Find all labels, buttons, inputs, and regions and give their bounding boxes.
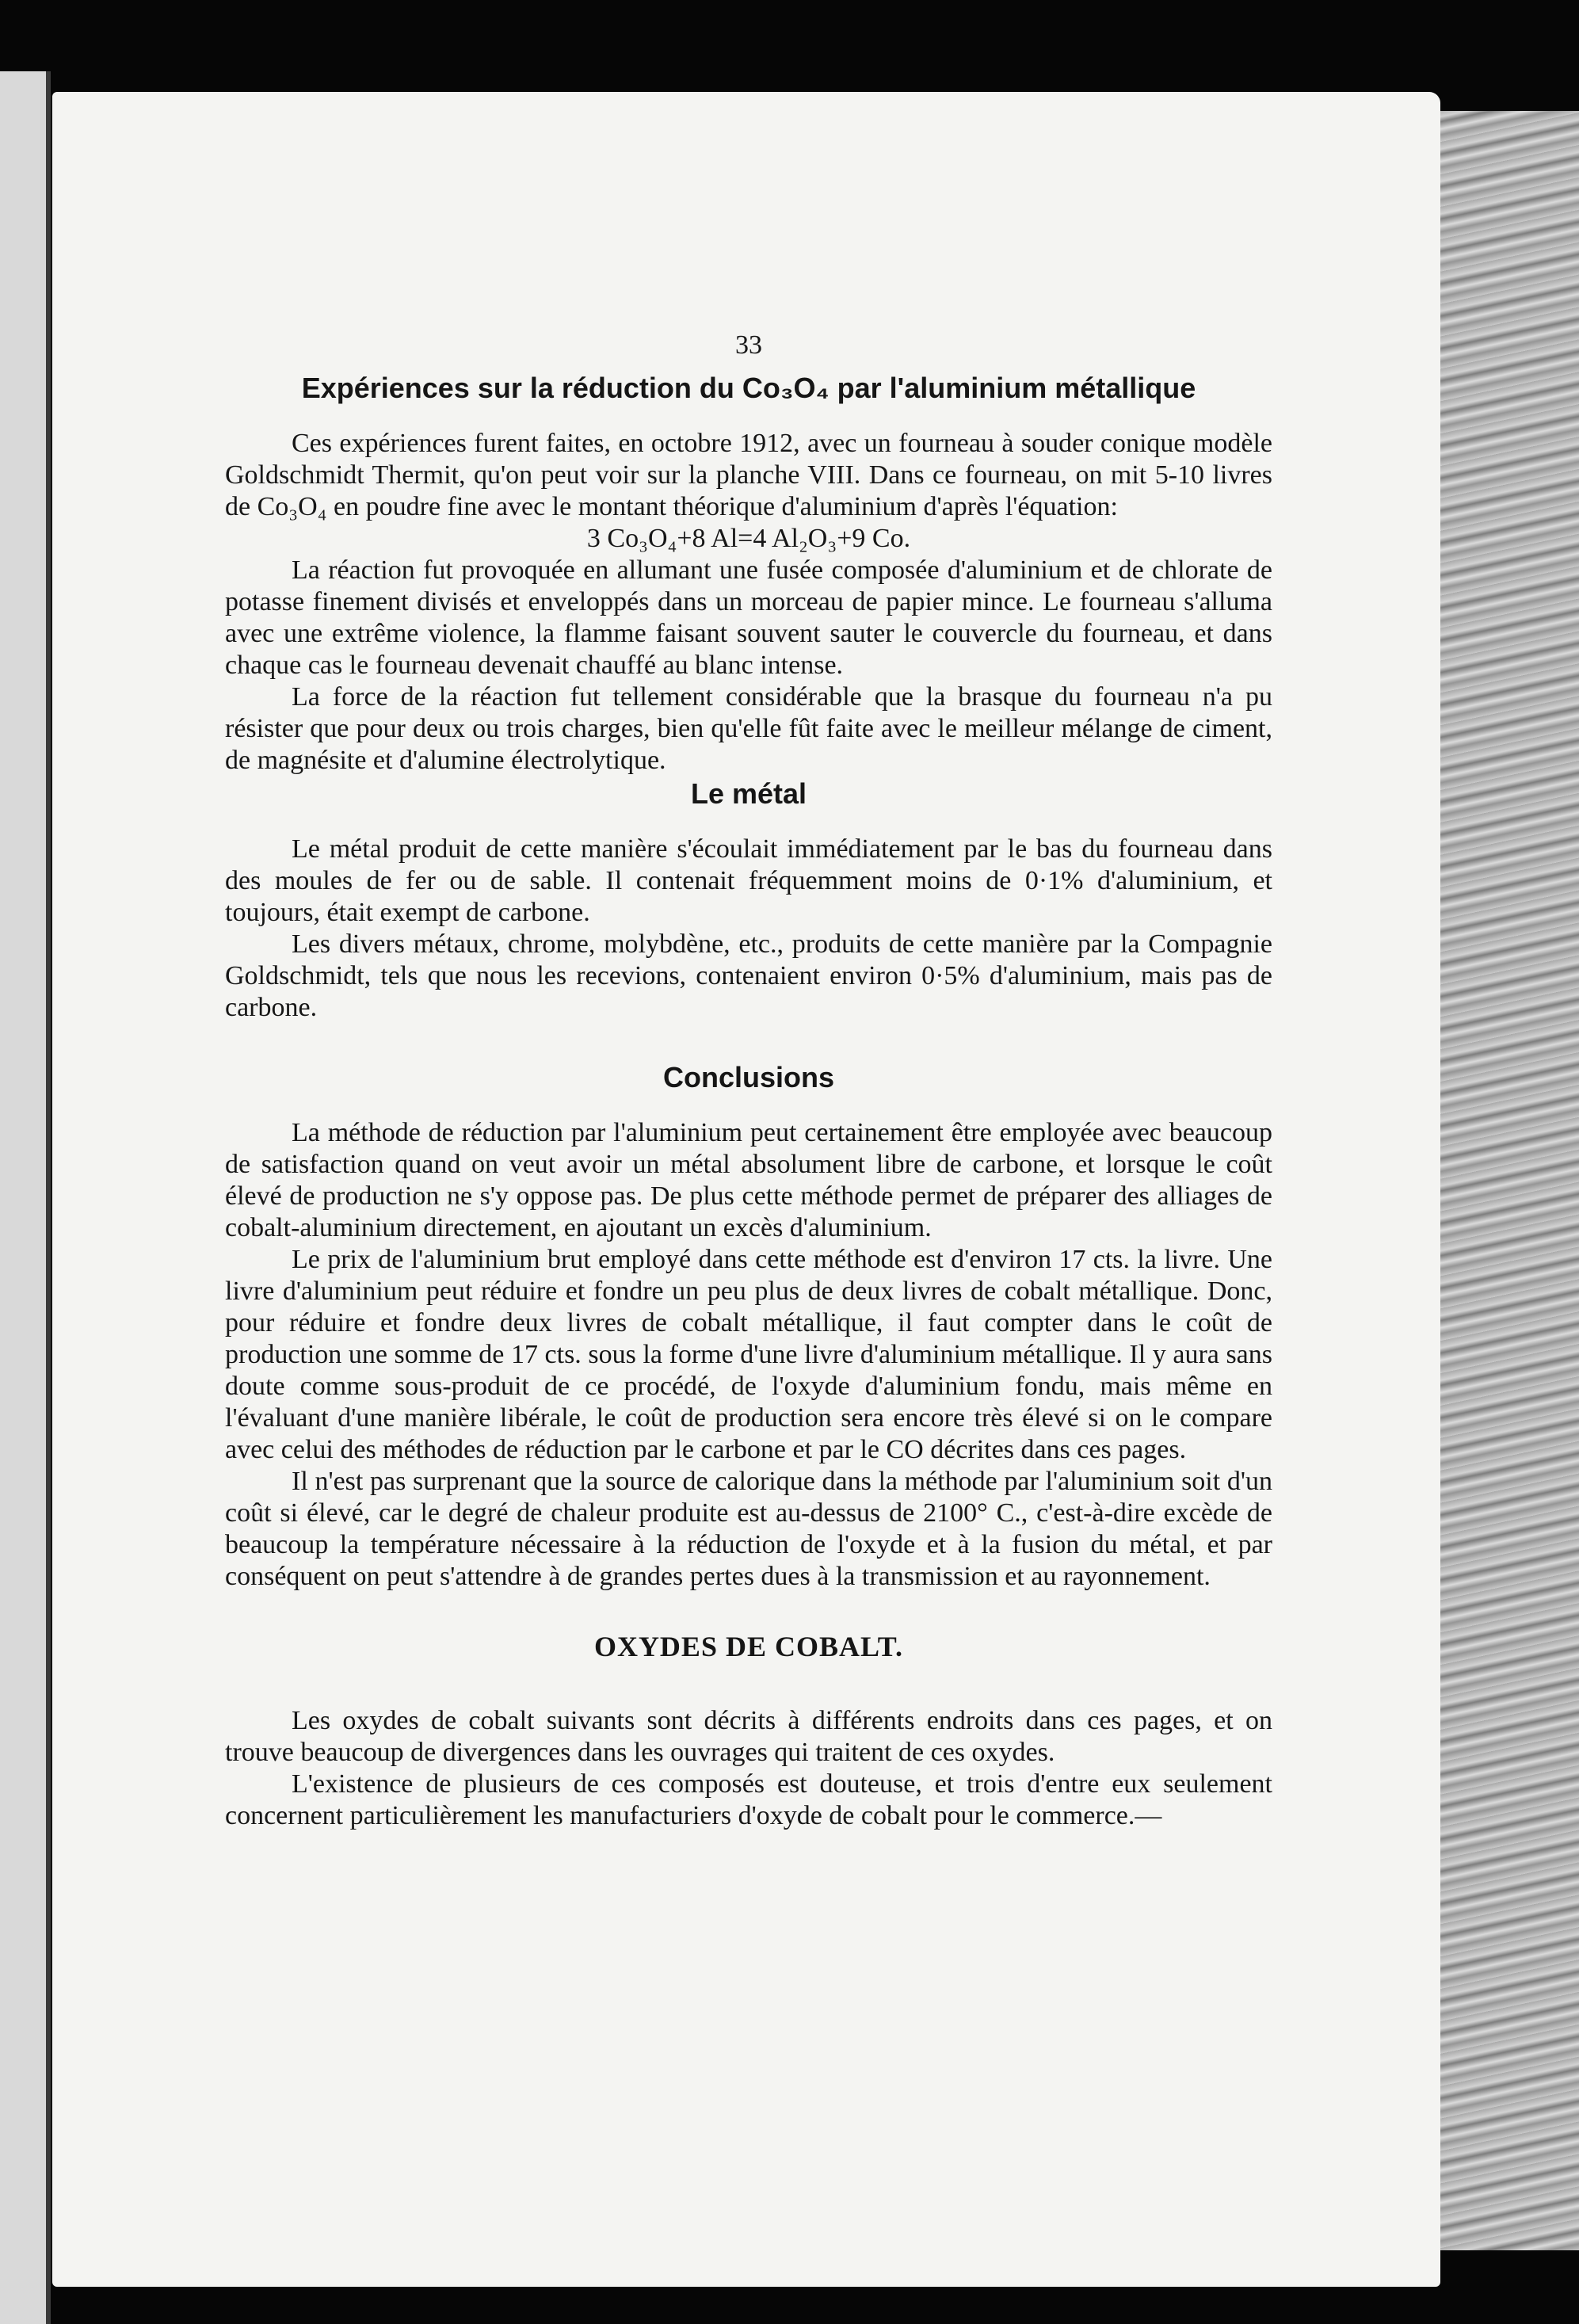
page-number: 33 [735, 330, 762, 360]
document-page [52, 92, 1440, 2287]
right-page-edge [1434, 111, 1579, 2250]
paragraph: La réaction fut provoquée en allumant une fusée composée d'aluminium et de chlorate de potasse finement divisés et enveloppés dans un morceau de papier mince. Le fourneau s'alluma avec une extrême violence, la flamme faisant souvent sauter le couvercle du fourneau, et dans chaque cas le fourneau devenait chauffé au blanc intense. [225, 555, 1272, 680]
paragraph: Le prix de l'aluminium brut employé dans cette méthode est d'environ 17 cts. la livre. Une livre d'aluminium peut réduire et fondre un peu plus de deux livres de cobalt métallique. Donc, pour réduire et fondre deux livres de cobalt métallique, il faut compter dans le coût de production une somme de 17 cts. sous la forme d'une livre d'aluminium métallique. Il y aura sans doute comme sous-produit de ce procédé, de l'oxyde d'aluminium fondu, mais même en l'évaluant d'une manière libérale, le coût de production sera encore très élevé si on le compare avec celui des méthodes de réduction par le carbone et par le CO décrites dans ces pages. [225, 1245, 1272, 1464]
paragraph: L'existence de plusieurs de ces composés est douteuse, et trois d'entre eux seulement concernent particulièrement les manufacturiers d'oxyde de cobalt pour le commerce.— [225, 1769, 1272, 1830]
left-page-edge [0, 71, 51, 2324]
paragraph: Les oxydes de cobalt suivants sont décrits à différents endroits dans ces pages, et on trouve beaucoup de divergences dans les ouvrages qui traitent de ces oxydes. [225, 1706, 1272, 1767]
paragraph: La force de la réaction fut tellement considérable que la brasque du fourneau n'a pu résister que pour deux ou trois charges, bien qu'elle fût faite avec le meilleur mélange de ciment, de magnésite et d'alumine électrolytique. [225, 682, 1272, 775]
page-content [225, 330, 1272, 1832]
paragraph: Il n'est pas surprenant que la source de calorique dans la méthode par l'aluminium soit d'un coût si élevé, car le degré de chaleur produite est au-dessus de 2100° C., c'est-à-dire excède de beaucoup la température nécessaire à la réduction de l'oxyde et à la fusion du métal, et par conséquent on peut s'attendre à de grandes pertes dues à la transmission et au rayonnement. [225, 1467, 1272, 1591]
paragraph: Les divers métaux, chrome, molybdène, etc., produits de cette manière par la Compagnie Goldschmidt, tels que nous les recevions, contenaient environ 0·5% d'aluminium, mais pas de carbone. [225, 929, 1272, 1022]
paragraph: Le métal produit de cette manière s'écoulait immédiatement par le bas du fourneau dans des moules de fer ou de sable. Il contenait fréquemment moins de 0·1% d'aluminium, et toujours, était exempt de carbone. [225, 834, 1272, 927]
section-heading-experiences: Expériences sur la réduction du Co₃O₄ par l'aluminium métallique [301, 372, 1196, 404]
section-heading-oxydes: OXYDES DE COBALT. [593, 1631, 904, 1662]
paragraph: La méthode de réduction par l'aluminium peut certainement être employée avec beaucoup de satisfaction quand on veut avoir un métal absolument libre de carbone, et lorsque le coût élevé de production ne s'y oppose pas. De plus cette méthode permet de préparer des alliages de cobalt-aluminium directement, en ajoutant un excès d'aluminium. [225, 1118, 1272, 1242]
equation: 3 Co₃O₄+8 Al=4 Al₂O₃+9 Co. [586, 524, 911, 553]
paragraph: Ces expériences furent faites, en octobre 1912, avec un fourneau à souder conique modèle Goldschmidt Thermit, qu'on peut voir sur la planche VIII. Dans ce fourneau, on mit 5-10 livres de Co₃O₄ en poudre fine avec le montant théorique d'aluminium d'après l'équation: [225, 429, 1272, 521]
section-heading-metal: Le métal [690, 777, 807, 810]
section-heading-conclusions: Conclusions [662, 1061, 835, 1093]
